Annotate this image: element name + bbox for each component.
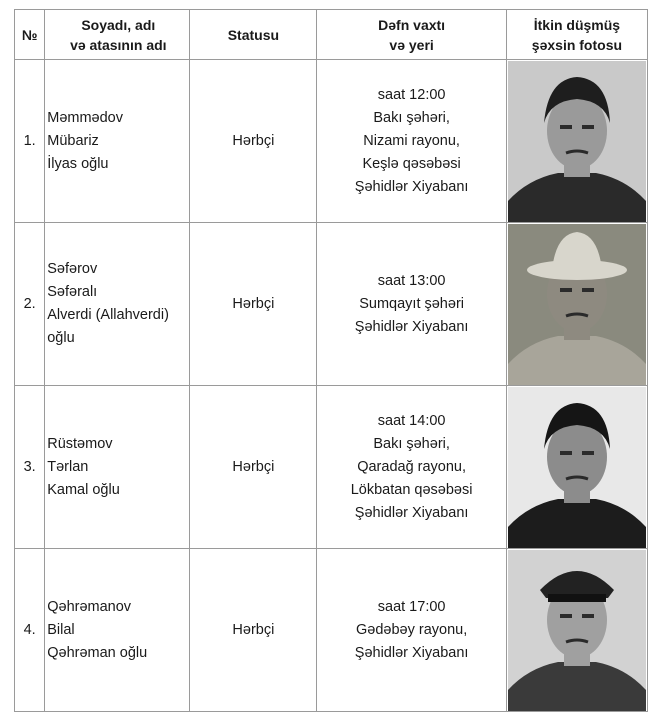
burial-line: Şəhidlər Xiyabanı bbox=[354, 178, 469, 195]
burial-line: saat 13:00 bbox=[377, 272, 446, 289]
burial-line: Keşlə qəsəbəsi bbox=[362, 155, 461, 172]
person-name bbox=[45, 549, 190, 712]
burial-info bbox=[317, 549, 506, 712]
name-line: Alverdi (Allahverdi) bbox=[47, 307, 169, 323]
name-line: Mübariz bbox=[47, 132, 99, 149]
name-line: Məmmədov bbox=[47, 109, 123, 126]
name-line: Səfərov bbox=[47, 261, 98, 277]
name-line: Rüstəmov bbox=[47, 435, 113, 452]
burial-line: Şəhidlər Xiyabanı bbox=[354, 644, 469, 661]
burial-line: Sumqayıt şəhəri bbox=[359, 295, 464, 312]
header-burial: Dəfn vaxtı və yeri bbox=[317, 10, 506, 60]
header-status: Statusu bbox=[190, 10, 317, 60]
table-row bbox=[15, 223, 648, 386]
burial-line: Bakı şəhəri, bbox=[373, 435, 450, 452]
name-line: Qəhrəman oğlu bbox=[47, 644, 148, 661]
portrait-photo bbox=[508, 550, 646, 711]
burial-line: Şəhidlər Xiyabanı bbox=[354, 504, 469, 521]
person-status: Hərbçi bbox=[190, 386, 317, 549]
burial-line: saat 17:00 bbox=[377, 598, 446, 615]
name-line: Bilal bbox=[47, 621, 75, 638]
name-line: oğlu bbox=[47, 330, 75, 346]
row-number: 1. bbox=[15, 60, 45, 223]
burial-info bbox=[317, 223, 506, 386]
row-number: 2. bbox=[15, 223, 45, 386]
portrait-photo bbox=[508, 224, 646, 385]
person-status: Hərbçi bbox=[190, 60, 317, 223]
burial-line: Bakı şəhəri, bbox=[373, 109, 450, 126]
portrait-photo bbox=[508, 387, 646, 548]
table-row bbox=[15, 60, 648, 223]
portrait-image bbox=[508, 224, 646, 385]
portrait-image bbox=[508, 550, 646, 711]
burial-line: Gədəbəy rayonu, bbox=[355, 621, 468, 638]
photo-cell bbox=[506, 549, 647, 712]
header-photo: İtkin düşmüş şəxsin fotosu bbox=[506, 10, 647, 60]
burial-line: Lökbatan qəsəbəsi bbox=[350, 481, 473, 498]
photo-cell bbox=[506, 60, 647, 223]
burial-line: saat 12:00 bbox=[377, 86, 446, 103]
burial-info bbox=[317, 386, 506, 549]
header-name: Soyadı, adı və atasının adı bbox=[45, 10, 190, 60]
person-name bbox=[45, 60, 190, 223]
name-line: Kamal oğlu bbox=[47, 481, 120, 498]
portrait-photo bbox=[508, 61, 646, 222]
row-number: 3. bbox=[15, 386, 45, 549]
name-line: Səfəralı bbox=[47, 284, 98, 300]
burial-info bbox=[317, 60, 506, 223]
name-line: İlyas oğlu bbox=[47, 155, 109, 172]
person-name bbox=[45, 223, 190, 386]
name-line: Tərlan bbox=[47, 458, 89, 475]
burial-line: Şəhidlər Xiyabanı bbox=[354, 318, 469, 335]
photo-cell bbox=[506, 386, 647, 549]
person-name bbox=[45, 386, 190, 549]
header-number: № bbox=[15, 10, 45, 60]
person-status: Hərbçi bbox=[190, 223, 317, 386]
table-row bbox=[15, 386, 648, 549]
casualty-table bbox=[14, 9, 648, 712]
table-row bbox=[15, 549, 648, 712]
person-status: Hərbçi bbox=[190, 549, 317, 712]
burial-line: saat 14:00 bbox=[377, 412, 446, 429]
burial-line: Qaradağ rayonu, bbox=[357, 458, 467, 475]
portrait-image bbox=[508, 387, 646, 548]
header-row bbox=[15, 10, 648, 60]
name-line: Qəhrəmanov bbox=[47, 598, 132, 615]
portrait-image bbox=[508, 61, 646, 222]
row-number: 4. bbox=[15, 549, 45, 712]
photo-cell bbox=[506, 223, 647, 386]
burial-line: Nizami rayonu, bbox=[363, 132, 460, 149]
